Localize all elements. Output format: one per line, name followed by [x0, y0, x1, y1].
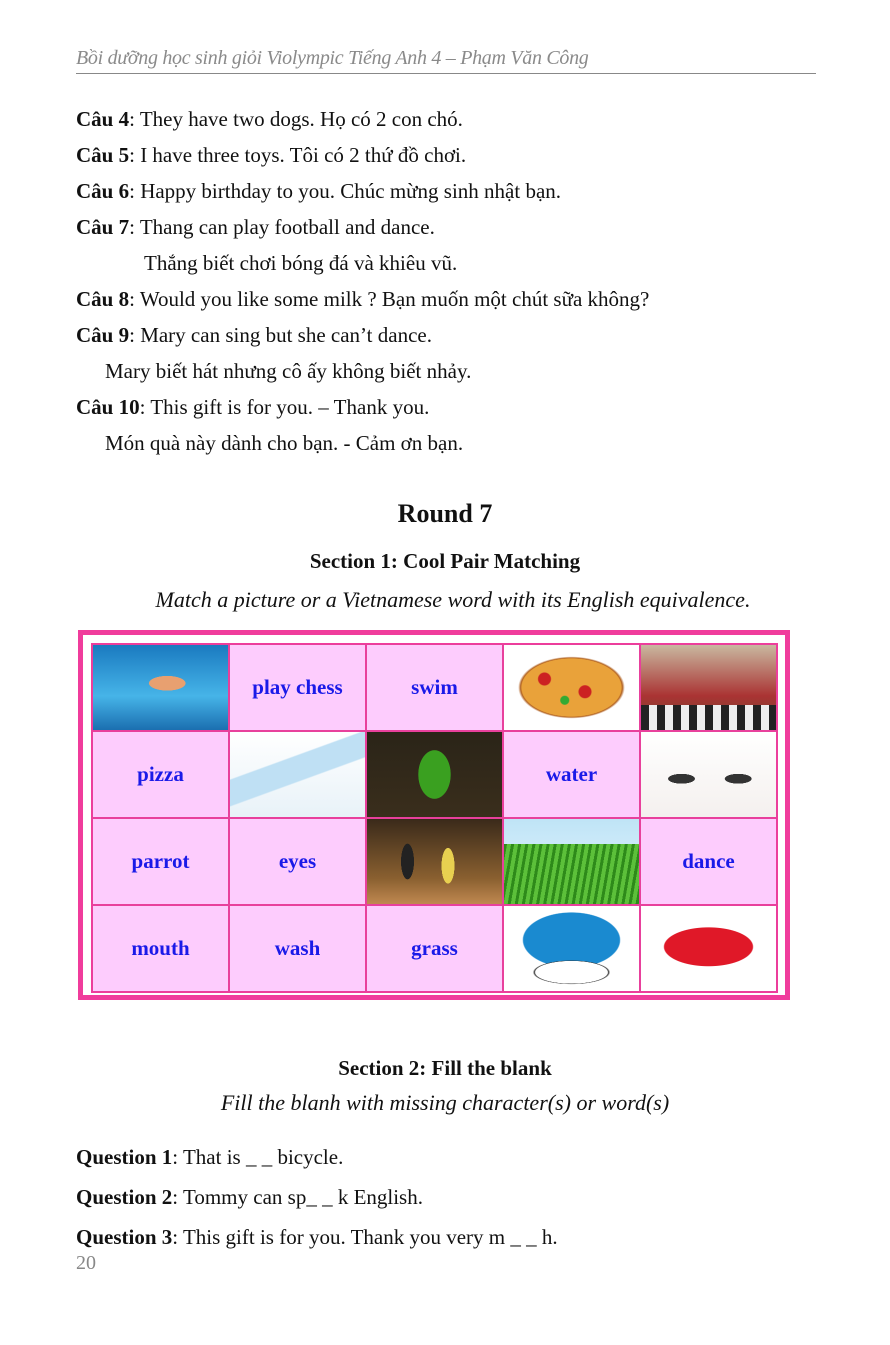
- word-card[interactable]: dance: [640, 818, 777, 905]
- swimmer-picture[interactable]: [92, 644, 229, 731]
- word-card[interactable]: wash: [229, 905, 366, 992]
- sentence-label: Câu 4: [76, 107, 130, 131]
- sentence-line: [144, 251, 457, 275]
- lips-picture[interactable]: [640, 905, 777, 992]
- word-card[interactable]: eyes: [229, 818, 366, 905]
- sentence-line: [76, 215, 435, 239]
- question-line: [76, 1225, 558, 1249]
- question-text: : This gift is for you. Thank you very m _ _ h.: [172, 1225, 558, 1249]
- word-card[interactable]: mouth: [92, 905, 229, 992]
- section2-title: Section 2: Fill the blank: [338, 1056, 552, 1080]
- sentence-line: [76, 287, 649, 311]
- sentence-label: Câu 9: [76, 323, 130, 347]
- chess-players-picture[interactable]: [640, 644, 777, 731]
- sentence-label: Câu 8: [76, 287, 130, 311]
- word-card[interactable]: swim: [366, 644, 503, 731]
- sentence-text: Mary biết hát nhưng cô ấy không biết nhảy.: [105, 359, 472, 383]
- question-text: : Tommy can sp_ _ k English.: [172, 1185, 423, 1209]
- sentence-line: [105, 359, 471, 383]
- question-label: Question 3: [76, 1225, 173, 1249]
- word-card[interactable]: play chess: [229, 644, 366, 731]
- sentence-line: [76, 179, 561, 203]
- sentence-line: [105, 431, 463, 455]
- pizza-picture[interactable]: [503, 644, 640, 731]
- word-card[interactable]: water: [503, 731, 640, 818]
- section2-instruction: Fill the blanh with missing character(s) or word(s): [220, 1090, 670, 1115]
- sentence-label: Câu 10: [76, 395, 140, 419]
- parrot-picture[interactable]: [366, 731, 503, 818]
- sentence-text: : They have two dogs. Họ có 2 con chó.: [129, 107, 463, 131]
- sentence-text: : I have three toys. Tôi có 2 thứ đồ chơi.: [129, 143, 467, 167]
- question-line: [76, 1145, 343, 1169]
- question-label: Question 1: [76, 1145, 173, 1169]
- car-wash-picture[interactable]: [503, 905, 640, 992]
- sentence-line: [76, 323, 432, 347]
- dancers-picture[interactable]: [366, 818, 503, 905]
- sentence-text: : Would you like some milk ? Bạn muốn một chút sữa không?: [129, 287, 650, 311]
- sentence-text: Thắng biết chơi bóng đá và khiêu vũ.: [144, 251, 458, 275]
- matching-table: [78, 630, 790, 1000]
- sentence-label: Câu 7: [76, 215, 130, 239]
- page-number: 20: [76, 1252, 96, 1274]
- eyes-picture[interactable]: [640, 731, 777, 818]
- header-rule: [76, 73, 816, 74]
- sentence-text: Món quà này dành cho bạn. - Cảm ơn bạn.: [105, 431, 464, 455]
- sentence-line: [76, 107, 463, 131]
- question-line: [76, 1185, 423, 1209]
- word-card[interactable]: parrot: [92, 818, 229, 905]
- sentence-text: : Mary can sing but she can’t dance.: [129, 323, 432, 347]
- word-card[interactable]: grass: [366, 905, 503, 992]
- sentence-line: [76, 395, 429, 419]
- question-text: : That is _ _ bicycle.: [172, 1145, 344, 1169]
- sentence-label: Câu 5: [76, 143, 130, 167]
- section1-title: Section 1: Cool Pair Matching: [309, 549, 581, 573]
- question-label: Question 2: [76, 1185, 173, 1209]
- sentence-line: [76, 143, 466, 167]
- grass-picture[interactable]: [503, 818, 640, 905]
- running-header: Bồi dưỡng học sinh giỏi Violympic Tiếng Anh 4 – Phạm Văn Công: [76, 47, 589, 69]
- sentence-label: Câu 6: [76, 179, 130, 203]
- word-card[interactable]: pizza: [92, 731, 229, 818]
- sentence-text: : Thang can play football and dance.: [129, 215, 435, 239]
- water-bottle-picture[interactable]: [229, 731, 366, 818]
- sentence-text: : Happy birthday to you. Chúc mừng sinh nhật bạn.: [129, 179, 562, 203]
- section1-instruction: Match a picture or a Vietnamese word with its English equivalence.: [155, 587, 751, 612]
- round-title: Round 7: [397, 499, 493, 528]
- sentence-text: : This gift is for you. – Thank you.: [139, 395, 430, 419]
